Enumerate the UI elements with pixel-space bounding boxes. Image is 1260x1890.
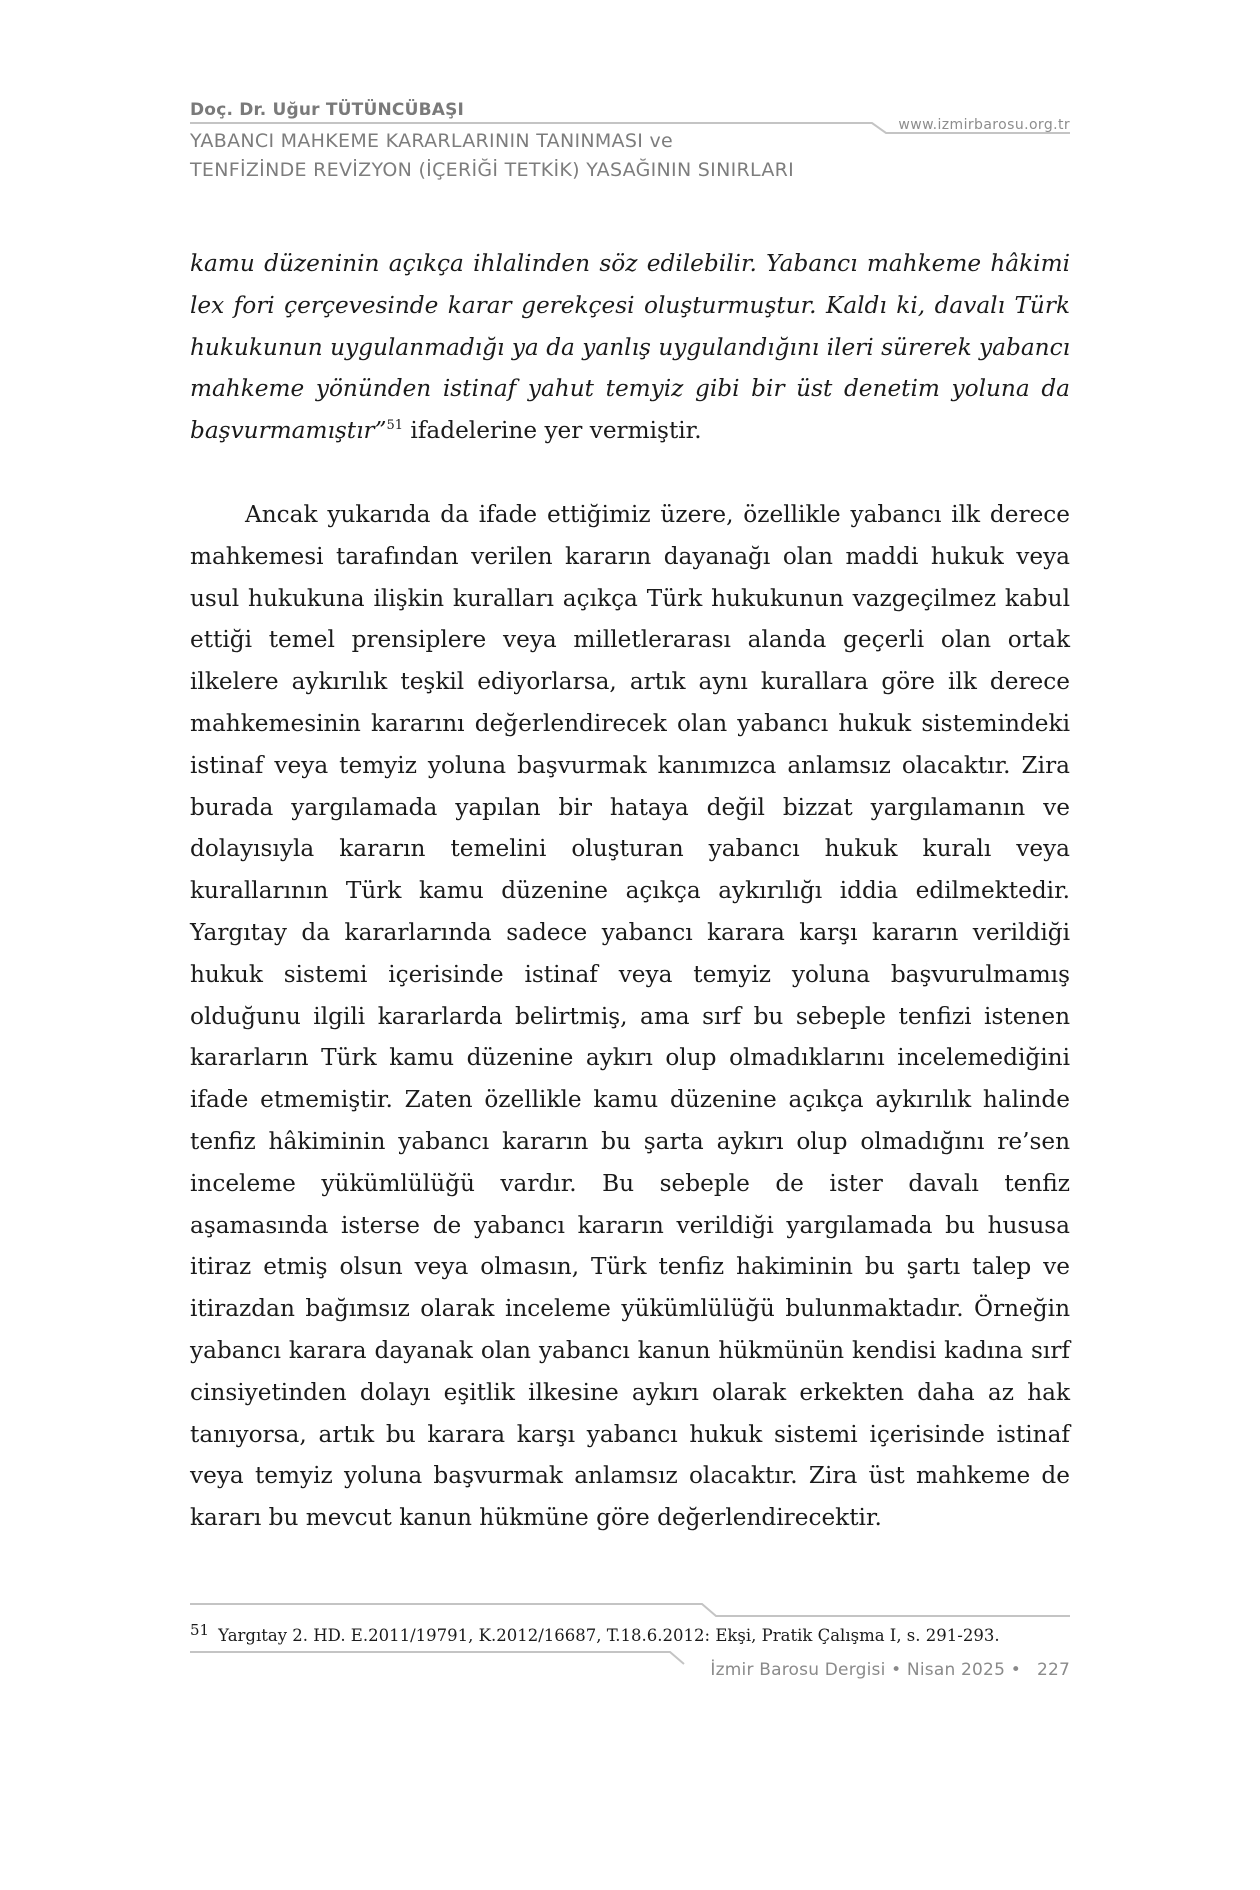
header-title-line-2: TENFİZİNDE REVİZYON (İÇERİĞİ TETKİK) YASAĞININ SINIRLARI (190, 159, 795, 181)
header-author: Doç. Dr. Uğur TÜTÜNCÜBAŞI (190, 100, 465, 120)
paragraph-main: Ancak yukarıda da ifade ettiğimiz üzere, özellikle yabancı ilk derece mahkemesi tarafından verilen kararın dayanağı olan maddi hukuk veya usul hukukuna ilişkin kuralları açıkça Türk hukukunun vazgeçilmez kabul ettiği temel prensiplere veya milletlerarası alanda geçerli olan ortak ilkelere aykırılık teşkil ediyorlarsa, artık aynı kurallara göre ilk derece mahkemesinin kararını değerlendirecek olan yabancı hukuk sistemindeki istinaf veya temyiz yoluna başvurmak kanımızca anlamsız olacaktır. Zira burada yargılamada yapılan bir hataya değil bizzat yargılamanın ve dolayısıyla kararın temelini oluşturan yabancı hukuk kuralı veya kurallarının Türk kamu düzenine açıkça aykırılığı iddia edilmektedir. Yargıtay da kararlarında sadece yabancı karara karşı kararın verildiği hukuk sistemi içerisinde istinaf veya temyiz yoluna başvurulmamış olduğunu ilgili kararlarda belirtmiş, ama sırf bu sebeple tenfizi istenen kararların Türk kamu düzenine aykırı olup olmadıklarını incelemediğini ifade etmemiştir. Zaten özellikle kamu düzenine açıkça aykırılık halinde tenfiz hâkiminin yabancı kararın bu şarta aykırı olup olmadığını re’sen inceleme yükümlülüğü vardır. Bu sebeple de ister davalı tenfiz aşamasında isterse de yabancı kararın verildiği yargılamada bu hususa itiraz etmiş olsun veya olmasın, Türk tenfiz hakiminin bu şartı talep ve itirazdan bağımsız olarak inceleme yükümlülüğü bulunmaktadır. Örneğin yabancı karara dayanak olan yabancı kanun hükmünün kendisi kadına sırf cinsiyetinden dolayı eşitlik ilkesine aykırı olarak erkekten daha az hak tanıyorsa, artık bu karara karşı yabancı hukuk sistemi içerisinde istinaf veya temyiz yoluna başvurmak anlamsız olacaktır. Zira üst mahkeme de kararı bu mevcut kanun hükmüne göre değerlendirecektir. (190, 501, 1070, 1532)
footnote-ref: 51 (386, 418, 404, 434)
header-url: www.izmirbarosu.org.tr (898, 117, 1070, 133)
page-footer (710, 1660, 1070, 1680)
quoted-text: kamu düzeninin açıkça ihlalinden söz edilebilir. Yabancı mahkeme hâkimi lex fori çerçevesinde karar gerekçesi oluşturmuştur. Kaldı ki, davalı Türk hukukunun uygulanmadığı ya da yanlış uygulandığını ileri sürerek yabancı mahkeme yönünden istinaf yahut temyiz gibi bir üst denetim yoluna da başvurmamıştır” (190, 250, 1070, 445)
footer-journal: İzmir Barosu Dergisi • Nisan 2025 • (710, 1660, 1021, 1680)
paragraph-quote-end (190, 243, 1070, 452)
footnote (190, 1621, 1000, 1645)
paragraph-tail: ifadelerine yer vermiştir. (403, 417, 702, 445)
header-title (190, 127, 794, 185)
footnote-separator (190, 1604, 1070, 1616)
footnote-text: Yargıtay 2. HD. E.2011/19791, K.2012/16687, T.18.6.2012: Ekşi, Pratik Çalışma I, s. 291-293. (218, 1626, 1000, 1645)
header-title-line-1: YABANCI MAHKEME KARARLARININ TANINMASI ve (190, 130, 673, 152)
footnote-number: 51 (190, 1621, 210, 1639)
page-number: 227 (1036, 1660, 1070, 1680)
footer-rule (190, 1652, 684, 1664)
